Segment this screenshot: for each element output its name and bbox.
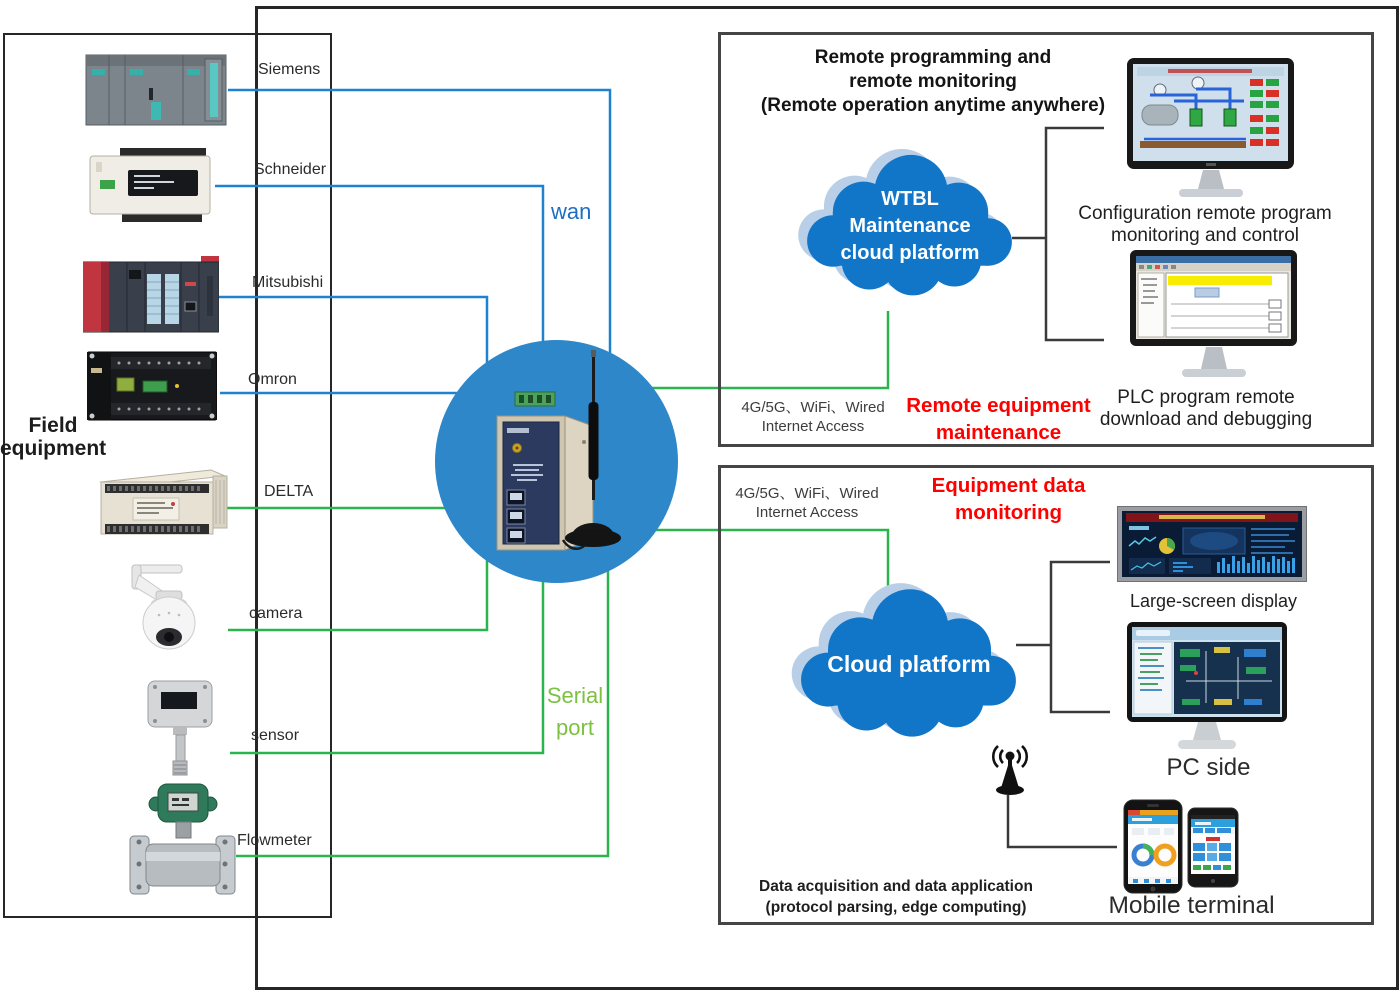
schneider-plc-image [88,148,213,229]
highlight-line1: Remote equipment [906,394,1091,417]
data-acquisition-note [731,876,1061,918]
antenna-icon [983,743,1037,806]
mobile-terminal-caption: Mobile terminal [1108,892,1275,919]
data-monitoring-box [718,465,1374,925]
footer-line1: Data acquisition and data application [759,878,1033,895]
plc-monitor-caption [1061,387,1351,431]
equipment-data-highlight [901,472,1116,526]
caption1-line2: monitoring and control [1111,225,1299,246]
label-flowmeter: Flowmeter [237,832,312,849]
smartphone-2 [1187,807,1239,893]
large-screen-caption: Large-screen display [1129,591,1298,611]
cloud-line1: WTBL [881,188,939,210]
highlight-line2: maintenance [935,421,1062,444]
serial-port-label [536,680,614,744]
caption2-line2: download and debugging [1099,409,1313,430]
gateway-circle [435,340,678,583]
sensor-image [143,676,218,783]
label-omron: Omron [248,371,297,388]
footer-line2: (protocol parsing, edge computing) [765,899,1027,916]
label-delta: DELTA [264,483,314,500]
access2-line1: 4G/5G、WiFi、Wired [735,485,879,502]
title-line1: Remote programming and [814,47,1052,68]
cloud-line2: Maintenance [849,215,971,237]
camera-image [126,563,206,663]
title-line2: remote monitoring [849,71,1017,92]
title-line3: (Remote operation anytime anywhere) [760,95,1106,116]
label-camera: camera [249,605,303,622]
wtbl-cloud [796,147,1024,330]
wan-label: wan [551,199,592,224]
label-schneider: Schneider [254,161,327,178]
mitsubishi-plc-image [83,256,219,343]
caption2-line1: PLC program remote [1117,387,1295,408]
field-label-line1: Field [28,414,78,437]
siemens-plc-image [85,50,227,135]
large-screen-display [1117,506,1307,587]
highlight2-line2: monitoring [954,501,1063,524]
delta-plc-image [93,466,231,553]
serial-label-line2: port [556,715,594,740]
wtbl-cloud-label [796,123,1024,330]
field-label-line2: equipment [0,437,107,460]
label-sensor: sensor [251,727,300,744]
label-siemens: Siemens [258,61,321,78]
access-line1: 4G/5G、WiFi、Wired [741,399,885,416]
serial-label-line1: Serial [546,683,604,708]
highlight2-line1: Equipment data [931,474,1086,497]
industrial-router-image [435,340,678,583]
omron-plc-image [87,346,217,431]
cloud-line3: cloud platform [840,242,980,264]
top-access-text [729,398,897,436]
bottom-access-text [723,484,891,522]
top-box-title [733,46,1133,118]
scada-monitor [1126,57,1296,210]
flowmeter-image [128,780,236,913]
pc-side-caption: PC side [1166,754,1251,781]
cloud-platform-label [789,555,1029,773]
access-line2: Internet Access [761,418,865,435]
label-mitsubishi: Mitsubishi [252,274,324,291]
access2-line2: Internet Access [755,504,859,521]
scada-monitor-caption [1045,203,1365,247]
cloud2-line1: Cloud platform [827,650,991,677]
caption1-line1: Configuration remote program [1078,203,1332,224]
plc-ide-monitor [1129,249,1299,392]
remote-maintenance-box [718,32,1374,447]
smartphone-1 [1123,799,1183,899]
pc-monitor [1126,621,1291,756]
